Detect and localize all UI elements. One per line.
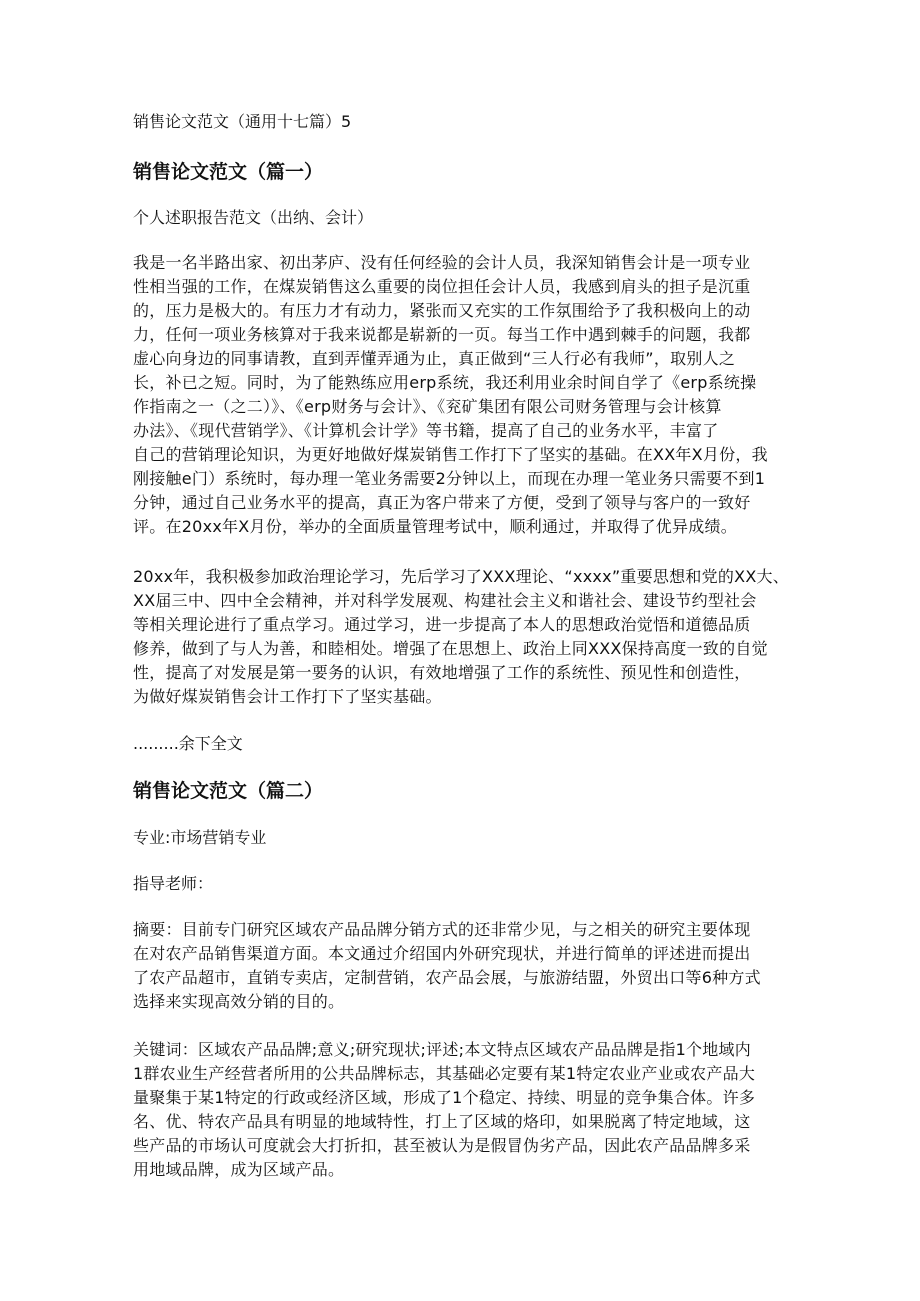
keywords-paragraph: [133, 1038, 755, 1182]
text-line: 选择来实现高效分销的目的。: [133, 992, 345, 1011]
text-line: 性相当强的工作，在煤炭销售这么重要的岗位担任会计人员，我感到肩头的担子是沉重: [133, 277, 751, 296]
section1-paragraph-2: [133, 565, 789, 709]
text-line: 1群农业生产经营者所用的公共品牌标志，其基础必定要有某1特定农业产业或农产品大: [133, 1064, 756, 1083]
text-line: 为做好煤炭销售会计工作打下了坚实基础。: [133, 687, 442, 706]
text-line: 20xx年，我积极参加政治理论学习，先后学习了XXX理论、“xxxx”重要思想和党的XX大、: [133, 567, 790, 586]
text-line: 些产品的市场认可度就会大打折扣，甚至被认为是假冒伪劣产品，因此农产品品牌多采: [133, 1136, 751, 1155]
text-line: XX届三中、四中全会精神，并对科学发展观、构建社会主义和谐社会、建设节约型社会: [133, 591, 757, 610]
text-line: 自己的营销理论知识，为更好地做好煤炭销售工作打下了坚实的基础。在XX年X月份，我: [133, 445, 768, 464]
text-line: 分钟，通过自己业务水平的提高，真正为客户带来了方便，受到了领导与客户的一致好: [133, 493, 751, 512]
text-line: 等相关理论进行了重点学习。通过学习，进一步提高了本人的思想政治觉悟和道德品质: [133, 615, 751, 634]
text-line: 量聚集于某1特定的行政或经济区域，形成了1个稳定、持续、明显的竞争集合体。许多: [133, 1088, 756, 1107]
text-line: 办法》、《现代营销学》、《计算机会计学》等书籍，提高了自己的业务水平，丰富了: [133, 421, 719, 440]
section1-subtitle: 个人述职报告范文（出纳、会计）: [133, 208, 374, 227]
text-line: 了农产品超市，直销专卖店，定制营销，农产品会展，与旅游结盟，外贸出口等6种方式: [133, 968, 761, 987]
text-line: 摘要：目前专门研究区域农产品品牌分销方式的还非常少见，与之相关的研究主要体现: [133, 920, 751, 939]
advisor-line: 指导老师：: [133, 874, 214, 893]
section-heading-2: 销售论文范文（篇二）: [133, 780, 324, 802]
text-line: 虚心向身边的同事请教，直到弄懂弄通为止，真正做到“三人行必有我师”，取别人之: [133, 349, 736, 368]
text-line: 作指南之一（之二）》、《erp财务与会计》、《兖矿集团有限公司财务管理与会计核算: [133, 397, 722, 416]
text-line: 长，补已之短。同时，为了能熟练应用erp系统，我还利用业余时间自学了《erp系统操: [133, 373, 757, 392]
text-line: 性，提高了对发展是第一要务的认识，有效地增强了工作的系统性、预见性和创造性，: [133, 663, 751, 682]
text-line: 关键词：区域农产品品牌;意义;研究现状;评述;本文特点区域农产品品牌是指1个地域内: [133, 1040, 751, 1059]
text-line: 名、优、特农产品具有明显的地域特性，打上了区域的烙印，如果脱离了特定地域，这: [133, 1112, 751, 1131]
section-heading-1: 销售论文范文（篇一）: [133, 161, 324, 183]
text-line: 在对农产品销售渠道方面。本文通过介绍国内外研究现状，并进行简单的评述进而提出: [133, 944, 751, 963]
read-more-text: .........余下全文: [133, 734, 243, 753]
text-line: 力，任何一项业务核算对于我来说都是崭新的一页。每当工作中遇到棘手的问题，我都: [133, 325, 751, 344]
major-line: 专业:市场营销专业: [133, 828, 267, 847]
document-title: 销售论文范文（通用十七篇）5: [133, 112, 352, 131]
text-line: 用地域品牌，成为区域产品。: [133, 1160, 345, 1179]
text-line: 刚接触e门）系统时，每办理一笔业务需要2分钟以上，而现在办理一笔业务只需要不到1: [133, 469, 766, 488]
text-line: 修养，做到了与人为善，和睦相处。增强了在思想上、政治上同XXX保持高度一致的自觉: [133, 639, 768, 658]
text-line: 我是一名半路出家、初出茅庐、没有任何经验的会计人员，我深知销售会计是一项专业: [133, 253, 751, 272]
text-line: 评。在20xx年X月份，举办的全面质量管理考试中，顺利通过，并取得了优异成绩。: [133, 517, 738, 536]
section1-paragraph-1: [133, 251, 768, 539]
abstract-paragraph: [133, 918, 761, 1014]
text-line: 的，压力是极大的。有压力才有动力，紧张而又充实的工作氛围给予了我积极向上的动: [133, 301, 751, 320]
